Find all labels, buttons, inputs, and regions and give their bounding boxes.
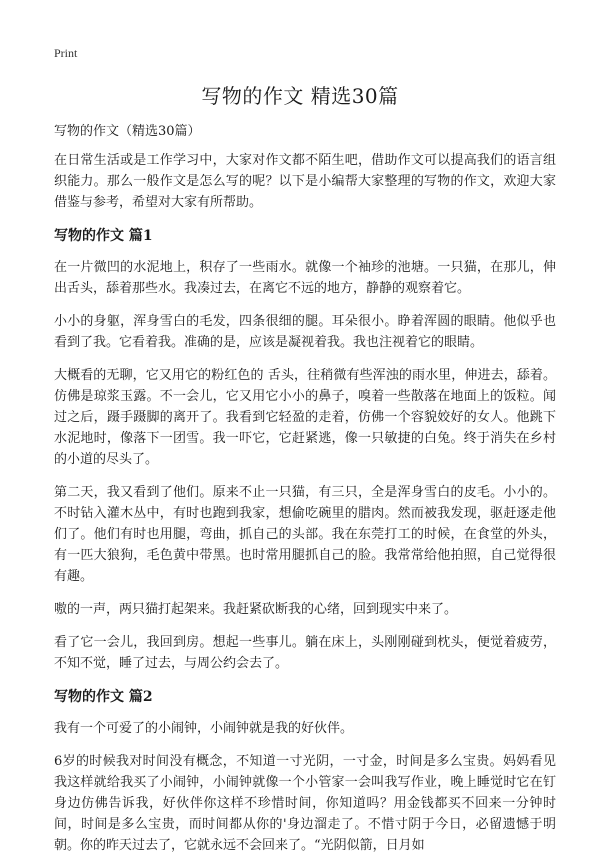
intro-paragraph: 在日常生活或是工作学习中，大家对作文都不陌生吧，借助作文可以提高我们的语言组织能力。那么一般作文是怎么写的呢？以下是小编帮大家整理的写物的作文，欢迎大家借鉴与参考，希望对大家有所帮助。: [54, 153, 556, 210]
paragraph: 嗷的一声，两只猫打起架来。我赶紧砍断我的心绪，回到现实中来了。: [54, 602, 458, 617]
paragraph: 我有一个可爱了的小闹钟，小闹钟就是我的好伙伴。: [54, 721, 354, 736]
print-label: Print: [54, 46, 78, 60]
paragraph: 看了它一会儿，我回到房。想起一些事儿。躺在床上，头刚刚碰到枕头，便觉着疲劳，不知不觉，睡了过去，与周公约会去了。: [54, 635, 556, 671]
section-heading-2: 写物的作文 篇2: [54, 689, 153, 705]
document-title: 写物的作文 精选30篇: [201, 84, 399, 108]
document-subtitle: 写物的作文（精选30篇）: [54, 124, 201, 139]
paragraph: 小小的身躯，浑身雪白的毛发，四条很细的腿。耳朵很小。睁着浑圆的眼睛。他似乎也看到了我。它看着我。准确的是，应该是凝视着我。我也注视着它的眼睛。: [54, 314, 556, 350]
document-body: [54, 150, 556, 868]
paragraph: 6岁的时候我对时间没有概念，不知道一寸光阴，一寸金，时间是多么宝贵。妈妈看见我这样就给我买了小闹钟，小闹钟就像一个小管家一会叫我写作业，晚上睡觉时它在钉身边仿佛告诉我，好伙伴你这样不珍惜时间，你知道吗？用金钱都买不回来一分钟时间，时间是多么宝贵，而时间都从你的'身边溜走了。不惜寸阴于今日，必留遗憾于明朝。你的昨天过去了，它就永远不会回来了。“光阴似箭，日月如: [54, 754, 556, 853]
paragraph: 第二天，我又看到了他们。原来不止一只猫，有三只，全是浑身雪白的皮毛。小小的。不时钻入灌木丛中，有时也跑到我家，想偷吃碗里的腊肉。然而被我发现，驱赶逐走他们了。他们有时也用腿，弯曲，抓自己的头部。我在东莞打工的时候，在食堂的外头，有一匹大狼狗，毛色黄中带黑。也时常用腿抓自己的脸。我常常给他拍照，自己觉得很有趣。: [54, 485, 556, 584]
paragraph: 大概看的无聊，它又用它的粉红色的 舌头，往稍微有些浑浊的雨水里，伸进去，舔着。仿佛是琼浆玉露。不一会儿，它又用它小小的鼻子，嗅着一些散落在地面上的饭粒。闻过之后，蹑手蹑脚的离开了。我看到它轻盈的走着，仿佛一个容貌姣好的女人。他跳下水泥地时，像落下一团雪。我一吓它，它赶紧逃，像一只敏捷的白兔。终于消失在乡村的小道的尽头了。: [54, 368, 556, 467]
paragraph: 在一片微凹的水泥地上，积存了一些雨水。就像一个袖珍的池塘。一只猫，在那儿，伸出舌头，舔着那些水。我凑过去，在离它不远的地方，静静的观察着它。: [54, 260, 556, 296]
section-heading-1: 写物的作文 篇1: [54, 228, 153, 244]
